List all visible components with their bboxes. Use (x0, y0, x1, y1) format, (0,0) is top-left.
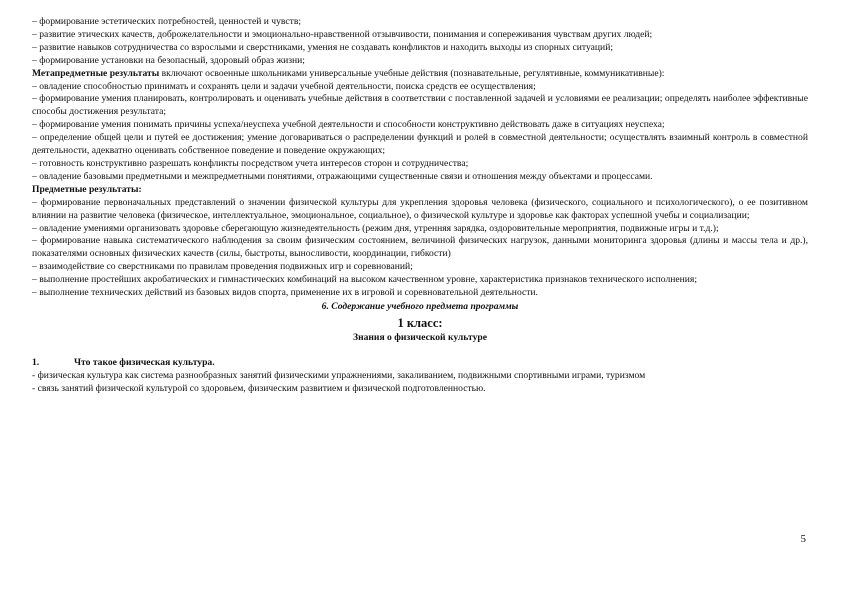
numbered-heading-number: 1. (32, 356, 40, 368)
paragraph-aesthetic: – формирование эстетических потребностей, ценностей и чувств; (32, 16, 302, 27)
paragraph-item-2: - связь занятий физической культурой со здоровьем, физическим развитием и физической подготовленностью. (32, 382, 486, 394)
meta-results-label: Метапредметные результаты (32, 67, 160, 79)
paragraph-subject-4: – взаимодействие со сверстниками по правилам проведения подвижных игр и соревнований; (32, 261, 413, 273)
paragraph-meta-1: – овладение способностью принимать и сохранять цели и задачи учебной деятельности, поиска средств ее осуществления; (32, 80, 536, 92)
paragraph-cooperation: – развитие навыков сотрудничества со взрослыми и сверстниками, умения не создавать конфликтов и находить выходы из спорных ситуаций; (32, 41, 613, 53)
subject-results-heading: Предметные результаты: (32, 183, 142, 195)
grade-title: 1 класс: (397, 315, 443, 330)
paragraph-subject-2: – овладение умениями организовать здоровье сберегающую жизнедеятельность (режим дня, утренняя зарядка, оздоровительные мероприятия, подвижные игры и т.д.); (32, 222, 719, 234)
paragraph-item-1: - физическая культура как система разнообразных занятий физическими упражнениями, закаливанием, подвижными спортивными играми, туризмом (32, 369, 646, 381)
topic-title: Знания о физической культуре (353, 331, 487, 343)
paragraph-meta-5: – готовность конструктивно разрешать конфликты посредством учета интересов сторон и сотрудничества; (32, 157, 469, 169)
paragraph-subject-1: – формирование первоначальных представлений о значении физической культуры для укрепления здоровья человека (физического, социального и психологического), о ее позитивном влиянии на развитие человека (физическое, интеллектуальное, эмоциональное, социальное), о физической культуре и здоровье как факторах успешной учебы и социализации; (32, 196, 808, 221)
page-number: 5 (800, 533, 806, 545)
paragraph-meta-6: – овладение базовыми предметными и межпредметными понятиями, отражающими существенные связи и отношения между объектами и процессами. (32, 170, 653, 182)
paragraph-meta-4: – определение общей цели и путей ее достижения; умение договариваться о распределении функций и ролей в совместной деятельности; осуществлять взаимный контроль в совместной деятельности, адекватно оценивать собственное поведение и поведение окружающих; (32, 132, 808, 157)
paragraph-meta-2: – формирование умения планировать, контролировать и оценивать учебные действия в соответствии с поставленной задачей и условиями ее реализации; определять наиболее эффективные способы достижения результата; (32, 93, 808, 118)
meta-results-text: включают освоенные школьниками универсальные учебные действия (познавательные, регулятивные, коммуникативные): (159, 67, 665, 79)
paragraph-subject-5: – выполнение простейших акробатических и гимнастических комбинаций на высоком качественном уровне, характеристика признаков технического исполнения; (32, 274, 697, 286)
paragraph-meta-3: – формирование умения понимать причины успеха/неуспеха учебной деятельности и способности конструктивно действовать даже в ситуациях неуспеха; (32, 119, 665, 131)
section-title: 6. Содержание учебного предмета программы (321, 300, 519, 312)
numbered-heading (32, 357, 808, 370)
numbered-heading-title: Что такое физическая культура. (74, 356, 215, 368)
paragraph-meta-intro (32, 68, 808, 81)
paragraph-subject-3: – формирование навыка систематического наблюдения за своим физическим состоянием, величиной физических нагрузок, данными мониторинга здоровья (длины и массы тела и др.), показателями основных физических качеств (силы, быстроты, выносливости, координации, гибкости) (32, 235, 808, 260)
paragraph-healthy-lifestyle: – формирование установки на безопасный, здоровый образ жизни; (32, 54, 305, 66)
paragraph-ethical: – развитие этических качеств, доброжелательности и эмоционально-нравственной отзывчивости, понимания и сопереживания чувствам других людей; (32, 28, 653, 40)
paragraph-subject-6: – выполнение технических действий из базовых видов спорта, применение их в игровой и соревновательной деятельности. (32, 287, 538, 299)
